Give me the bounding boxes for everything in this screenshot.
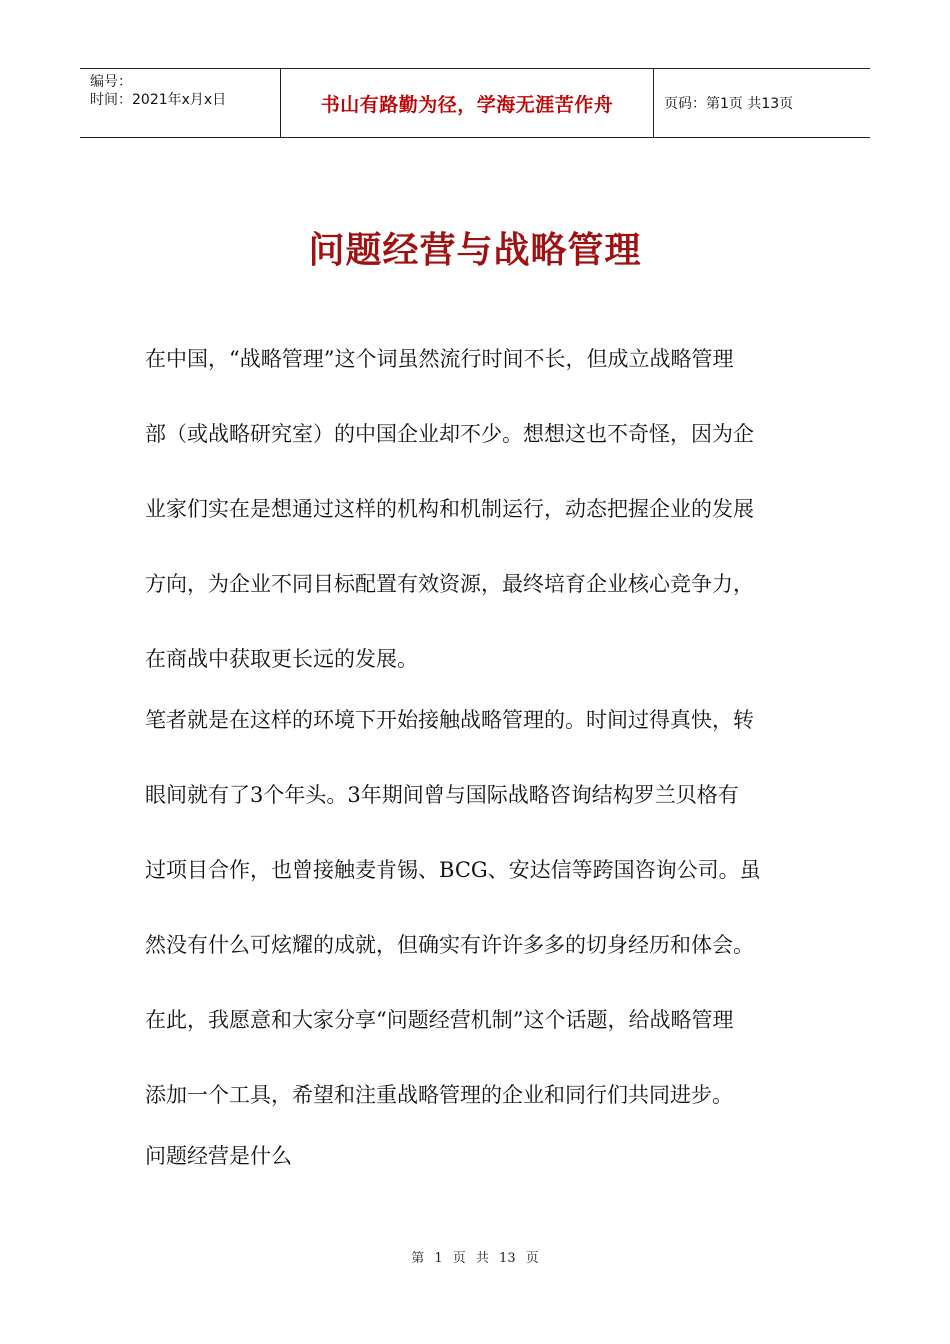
body-line: 部（或战略研究室）的中国企业却不少。想想这也不奇怪，因为企 xyxy=(145,422,754,446)
body-line: 然没有什么可炫耀的成就，但确实有许许多多的切身经历和体会。 xyxy=(145,933,754,957)
page-footer: 第 1 页 共 13 页 xyxy=(411,1251,539,1266)
page-info: 页码：第1页 共13页 xyxy=(664,96,794,112)
body-line: 添加一个工具，希望和注重战略管理的企业和同行们共同进步。 xyxy=(145,1083,733,1107)
section-heading: 问题经营是什么 xyxy=(145,1144,292,1168)
body-line: 笔者就是在这样的环境下开始接触战略管理的。时间过得真快，转 xyxy=(145,708,754,732)
body-line: 在此，我愿意和大家分享“问题经营机制”这个话题，给战略管理 xyxy=(145,1008,734,1032)
date-line: 时间：2021年x月x日 xyxy=(90,92,227,108)
body-line: 在商战中获取更长远的发展。 xyxy=(145,647,418,671)
header-motto-cell xyxy=(281,69,654,137)
body-line: 过项目合作，也曾接触麦肯锡、BCG、安达信等跨国咨询公司。虽 xyxy=(145,858,761,882)
document-title: 问题经营与战略管理 xyxy=(308,229,642,271)
motto-text: 书山有路勤为径，学海无涯苦作舟 xyxy=(320,93,614,116)
body-line: 眼间就有了3个年头。3年期间曾与国际战略咨询结构罗兰贝格有 xyxy=(145,783,739,807)
header-meta-cell xyxy=(80,69,281,137)
body-line: 在中国，“战略管理”这个词虽然流行时间不长，但成立战略管理 xyxy=(145,347,734,371)
document-header xyxy=(80,68,870,138)
number-label: 编号： xyxy=(90,74,132,90)
body-line: 方向，为企业不同目标配置有效资源，最终培育企业核心竞争力， xyxy=(145,572,754,596)
body-line: 业家们实在是想通过这样的机构和机制运行，动态把握企业的发展 xyxy=(145,497,754,521)
header-page-cell xyxy=(654,69,870,137)
